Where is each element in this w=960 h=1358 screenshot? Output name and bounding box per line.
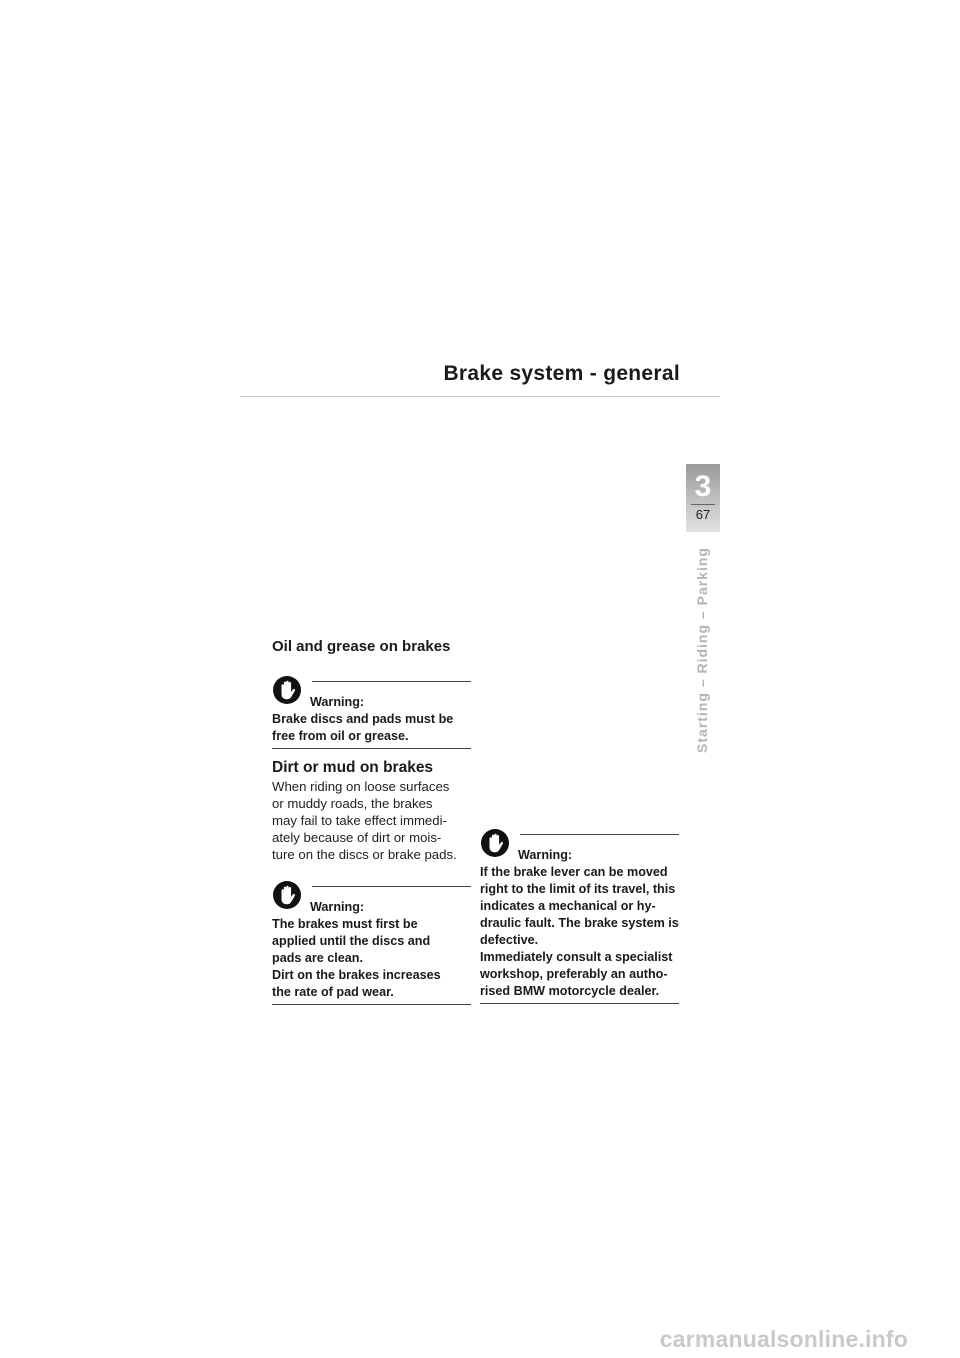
warning-text-line: indicates a mechanical or hy-	[480, 899, 656, 913]
page-title: Brake system - general	[443, 362, 680, 385]
warning-text-line: right to the limit of its travel, this	[480, 882, 676, 896]
warning-text-line: pads are clean.	[272, 951, 364, 965]
warning-top-rule	[312, 886, 471, 887]
warning-header	[272, 880, 471, 916]
body-line: When riding on loose surfaces	[272, 779, 450, 794]
warning-header	[480, 828, 679, 864]
warning-label: Warning:	[310, 695, 365, 709]
warning-label: Warning:	[518, 848, 573, 862]
body-line: may fail to take effect immedi-	[272, 813, 447, 828]
body-line: ately because of dirt or mois-	[272, 830, 442, 845]
warning-text-line: rised BMW motorcycle dealer.	[480, 984, 660, 998]
title-rule	[240, 396, 720, 397]
chapter-number: 3	[694, 470, 712, 503]
page-number: 67	[695, 507, 711, 522]
warning-text-line: draulic fault. The brake system is	[480, 916, 679, 930]
warning-text-line: Dirt on the brakes increases	[272, 968, 441, 982]
section-heading-oil: Oil and grease on brakes	[272, 638, 451, 655]
warning-text-line: defective.	[480, 933, 539, 947]
warning-label: Warning:	[310, 900, 365, 914]
warning-box-brake-lever	[480, 828, 679, 1004]
warning-text-line: applied until the discs and	[272, 934, 431, 948]
hand-stop-icon	[272, 675, 302, 705]
warning-text-line: workshop, preferably an autho-	[480, 967, 668, 981]
section-heading-dirt: Dirt or mud on brakes	[272, 759, 434, 776]
warning-top-rule	[312, 681, 471, 682]
warning-text-line: If the brake lever can be moved	[480, 865, 668, 879]
dirt-body-text	[272, 778, 472, 863]
hand-stop-icon	[272, 880, 302, 910]
side-chapter-label: Starting – Riding – Parking	[694, 547, 710, 753]
warning-text-line: Immediately consult a specialist	[480, 950, 673, 964]
warning-text-line: free from oil or grease.	[272, 729, 409, 743]
body-line: ture on the discs or brake pads.	[272, 847, 457, 862]
warning-text-line: The brakes must first be	[272, 917, 418, 931]
body-line: or muddy roads, the brakes	[272, 796, 433, 811]
tab-divider	[691, 504, 715, 505]
warning-header	[272, 675, 471, 711]
warning-top-rule	[520, 834, 679, 835]
warning-text-line: the rate of pad wear.	[272, 985, 394, 999]
warning-text-line: Brake discs and pads must be	[272, 712, 454, 726]
warning-box-oil	[272, 675, 471, 749]
chapter-tab	[686, 464, 720, 532]
watermark-text: carmanualsonline.info	[659, 1326, 908, 1352]
warning-box-dirt	[272, 880, 471, 1005]
hand-stop-icon	[480, 828, 510, 858]
